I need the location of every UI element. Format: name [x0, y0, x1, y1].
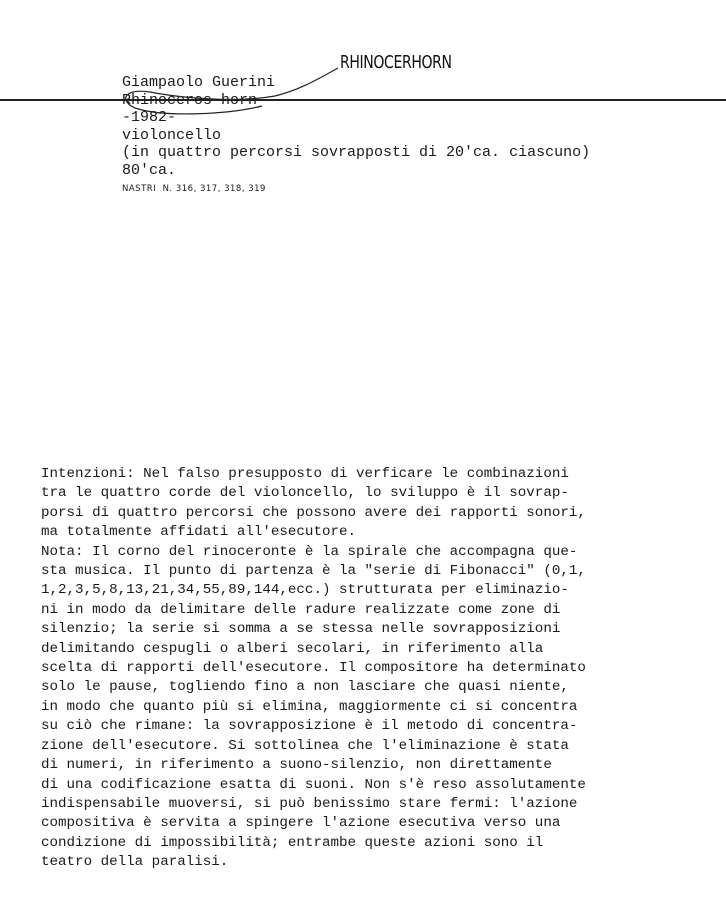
body-line: tra le quattro corde del violoncello, lo sviluppo è il sovrap- [41, 485, 569, 502]
body-line: su ciò che rimane: la sovrapposizione è il metodo di concentra- [41, 718, 578, 735]
body-line: compositiva è servita a spingere l'azione esecutiva verso una [41, 815, 561, 832]
work-duration: 80'ca. [122, 161, 177, 179]
body-line: condizione di impossibilità; entrambe queste azioni sono il [41, 834, 544, 851]
body-line: Intenzioni: Nel falso presupposto di verficare le combinazioni [41, 466, 569, 482]
instrument: violoncello [122, 126, 222, 144]
spiral-line [126, 68, 338, 114]
work-description: (in quattro percorsi sovrapposti di 20'ca. ciascuno) [122, 144, 591, 162]
body-line: solo le pause, togliendo fino a non lasciare che quasi niente, [41, 679, 569, 696]
body-line: delimitando cespugli o alberi secolari, in riferimento alla [41, 640, 544, 657]
body-line: porsi di quattro percorsi che possono avere dei rapporti sonori, [41, 504, 586, 521]
body-line: Nota: Il corno del rinoceronte è la spirale che accompagna que- [41, 543, 578, 560]
work-year: -1982- [122, 109, 177, 127]
author-name: Giampaolo Guerini [122, 74, 276, 91]
tape-numbers: NASTRI N. 316, 317, 318, 319 [122, 183, 266, 194]
body-line: silenzio; la serie si somma a se stessa nelle sovrapposizioni [41, 621, 561, 638]
body-line: zione dell'esecutore. Si sottolinea che l'eliminazione è stata [41, 737, 569, 754]
body-line: indispensabile muoversi, si può benissimo stare fermi: l'azione [41, 795, 578, 812]
body-line: di una codificazione esatta di suoni. Non s'è reso assolutamente [41, 776, 586, 793]
handwritten-title: RHINOCERHORN [340, 52, 452, 73]
body-line: 1,2,3,5,8,13,21,34,55,89,144,ecc.) strutturata per eliminazio- [41, 582, 569, 599]
body-line: di numeri, in riferimento a suono-silenzio, non direttamente [41, 757, 552, 774]
work-title: Rhinoceros horn [122, 91, 258, 109]
body-line: teatro della paralisi. [41, 854, 229, 871]
body-line: ma totalmente affidati all'esecutore. [41, 524, 357, 541]
body-line: ni in modo da delimitare delle radure realizzate come zone di [41, 601, 561, 618]
body-text [41, 465, 721, 873]
body-line: sta musica. Il punto di partenza è la "serie di Fibonacci" (0,1, [41, 563, 586, 580]
body-line: scelta di rapporti dell'esecutore. Il compositore ha determinato [41, 660, 586, 677]
body-line: in modo che quanto più si elimina, maggiormente ci si concentra [41, 698, 578, 715]
